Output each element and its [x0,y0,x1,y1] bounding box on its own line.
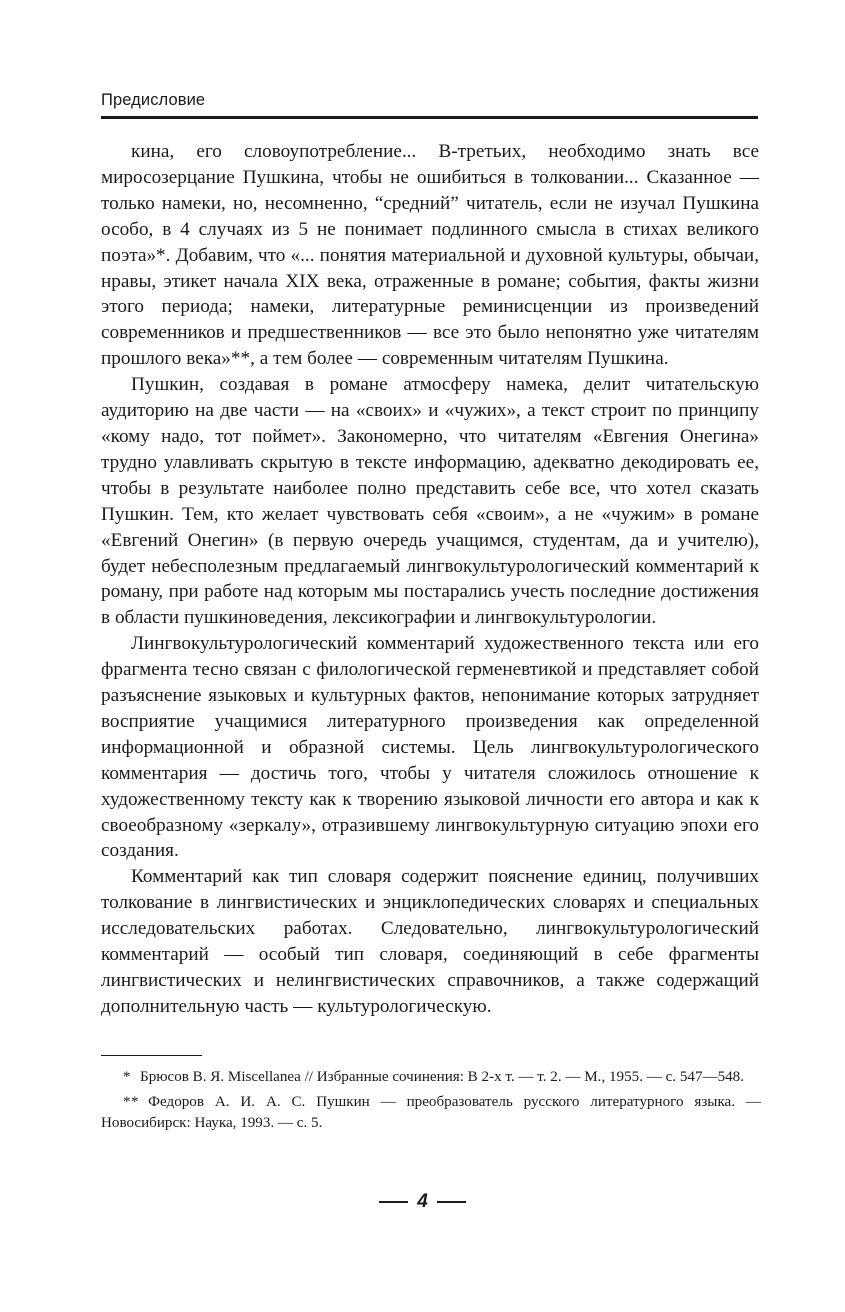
page-number: 4 [417,1191,428,1212]
running-head-rule [101,116,758,119]
footnote-marker: ** [123,1093,140,1110]
footnote-marker: * [123,1069,132,1086]
paragraph: кина, его словоупотребление... В-третьих, необходимо знать все миросозерцание Пушкина, чтобы не ошибиться в толковании... Сказанное — только намеки, но, несомненно, “средний” читатель, если не изучал Пушкина особо, в 4 случаях из 5 не понимает подлинного смысла в стихах великого поэта»*. Добавим, что «... понятия материальной и духовной культуры, обычаи, нравы, этикет начала XIX века, отраженные в романе; события, факты жизни этого периода; намеки, литературные реминисценции из произведений современников и предшественников — все это было непонятно уже читателям прошлого века»**, а тем более — современным читателям Пушкина. [101,141,759,370]
footnote-separator-rule [101,1055,202,1056]
folio-dash-right-icon [437,1201,466,1203]
running-head [101,91,758,119]
footnote-item [101,1067,761,1089]
footnote-text: Федоров А. И. А. С. Пушкин — преобразователь русского литературного языка. — Новосибирск: Наука, 1993. — с. 5. [101,1093,761,1132]
paragraph: Комментарий как тип словаря содержит пояснение единиц, получивших толкование в лингвистических и энциклопедических словарях и специальных исследовательских работах. Следовательно, лингвокультурологический комментарий — особый тип словаря, соединяющий в себе фрагменты лингвистических и нелингвистических справочников, а также содержащий дополнительную часть — культурологическую. [101,866,759,1017]
page-footer [0,1192,845,1212]
folio-dash-left-icon [379,1201,408,1203]
footnote-item [101,1092,761,1135]
body-text [101,139,759,1020]
footnote-text: Брюсов В. Я. Miscellanea // Избранные сочинения: В 2-х т. — т. 2. — М., 1955. — с. 547—548. [140,1069,745,1086]
running-head-title: Предисловие [101,91,206,109]
paragraph: Лингвокультурологический комментарий художественного текста или его фрагмента тесно связан с филологической герменевтикой и представляет собой разъяснение языковых и культурных фактов, непонимание которых затрудняет восприятие учащимися литературного произведения как определенной информационной и образной системы. Цель лингвокультурологического комментария — достичь того, чтобы у читателя сложилось отношение к художественному тексту как к творению языковой личности его автора и как к своеобразному «зеркалу», отразившему лингвокультурную ситуацию эпохи его создания. [101,633,759,862]
paragraph: Пушкин, создавая в романе атмосферу намека, делит читательскую аудиторию на две части — на «своих» и «чужих», а текст строит по принципу «кому надо, тот поймет». Закономерно, что читателям «Евгения Онегина» трудно улавливать скрытую в тексте информацию, адекватно декодировать ее, чтобы в результате наиболее полно представить себе все, что хотел сказать Пушкин. Тем, кто желает чувствовать себя «своим», а не «чужим» в романе «Евгений Онегин» (в первую очередь учащимся, студентам, да и учителю), будет небесполезным предлагаемый лингвокультурологический комментарий к роману, при работе над которым мы постарались учесть последние достижения в области пушкиноведения, лексикографии и лингвокультурологии. [101,374,759,629]
footnote-area [101,1055,761,1138]
